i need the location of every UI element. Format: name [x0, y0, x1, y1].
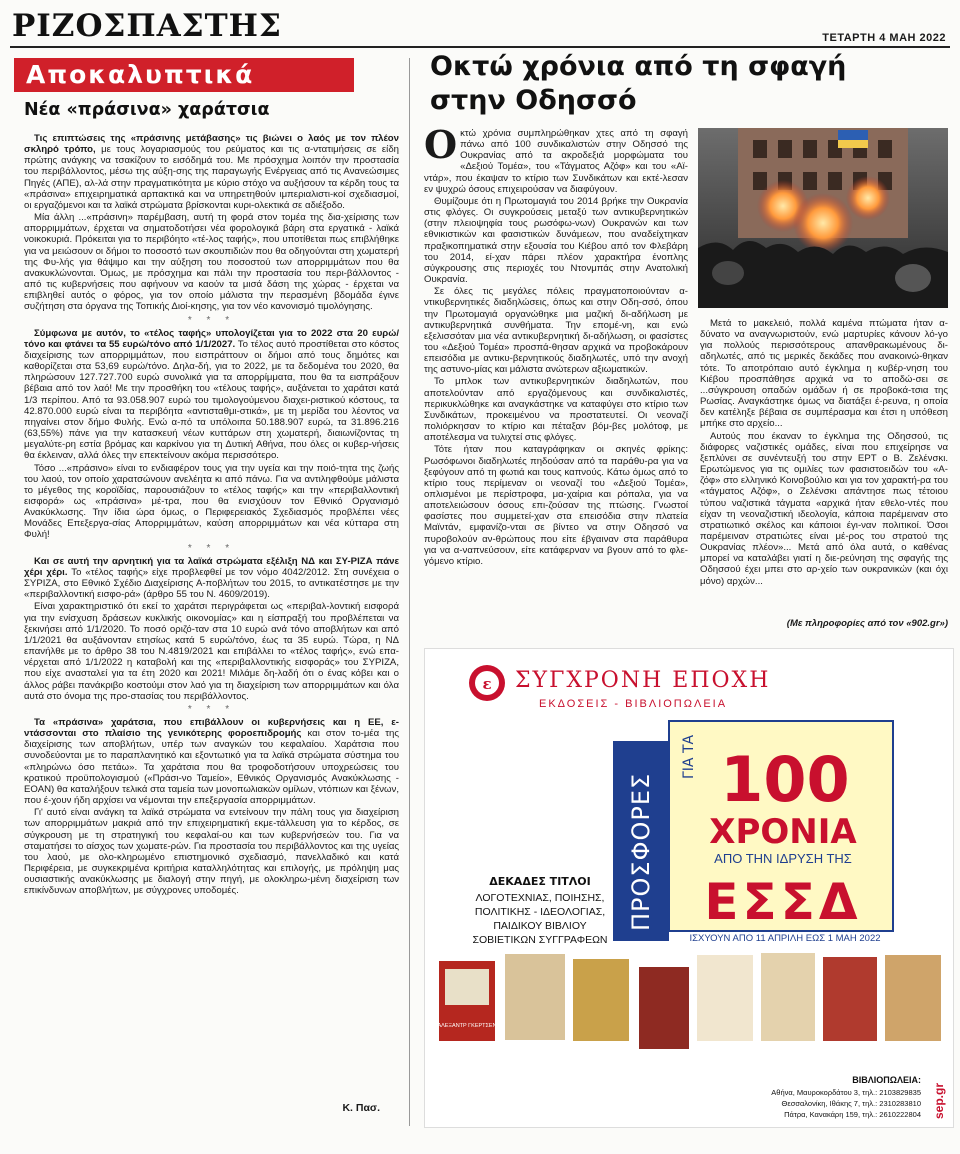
publisher-subtitle: ΕΚΔΟΣΕΙΣ - ΒΙΒΛΙΟΠΩΛΕΙΑ	[539, 698, 728, 710]
paragraph: Οκτώ χρόνια συμπληρώθηκαν χτες από τη σφαγή πάνω από 100 συνδικαλιστών στην Οδησσό της Ουκρανίας από τα ακροδεξιά μορφώματα του «Δεξιού Τομέα», του «Τάγματος Αζόφ» και του «Αϊ-ντάρ», που έκαψαν το κτίριο των Συνδικάτων και εκτέ-λεσαν εν ψυχρώ όσους επιχειρούσαν να διαφύγουν.	[424, 128, 688, 195]
masthead	[10, 6, 950, 48]
years-label: ΧΡΟΝΙΑ	[709, 812, 857, 852]
separator-stars: * * *	[187, 542, 236, 554]
paragraph: Τόσο ...«πράσινο» είναι το ενδιαφέρον τους για την υγεία και την ποιό-τητα της ζωής του λαού, τον οποίο χαρατσώνουν ανελέητα κι από πάνω. Για να αντιληφθούμε μάλιστα το μέγεθος της κοροϊδίας, παρουσιάζουν το «τέλος ταφής» και την «περιβαλλοντική εισφορά» ως «πράσινα» μέ-τρα, που θα ενισχύουν τον Εθνικό Οργανισμό Ανακύκλωσης. Την ίδια ώρα όμως, ο Περιφερειακός Σχεδιασμός προβλέπει νέες Μονάδες Επεξεργα-σίας Απορριμμάτων, καύση απορριμμάτων και νέα κύτταρα στη Φυλή!	[24, 462, 399, 541]
since-label: ΑΠΟ ΤΗΝ ΙΔΡΥΣΗ ΤΗΣ	[714, 851, 852, 866]
shop-address: Πάτρα, Κανακάρη 159, τηλ.: 2610222804	[784, 1110, 921, 1119]
titles-heading: ΔΕΚΑΔΕΣ ΤΙΤΛΟΙ	[489, 875, 591, 888]
issue-date: ΤΕΤΑΡΤΗ 4 ΜΑΗ 2022	[822, 32, 946, 44]
odessa-fire-photo	[698, 128, 948, 308]
author-signature: Κ. Πασ.	[342, 1102, 380, 1114]
left-article-body	[24, 133, 399, 1101]
paragraph: Τα «πράσινα» χαράτσια, που επιβάλλουν οι κυβερνήσεις και η ΕΕ, ε-ντάσσονται στο πλαίσιο της γενικότερης φοροεπιδρομής και στον το-μέα της διαχείρισης των αποβλήτων, υπέρ των αναγκών του κεφαλαίου. Χαράτσια που συνοδεύονται με το παραπλανητικό και εξοντωτικό για τα λαϊκά στρώματα σύστημα του «πληρώνω όσο πετάω». Τα χαράτσια που θα τροφοδοτήσουν υποχρεώσεις του κρατικού προϋπολογισμού («Πράσι-νο Ταμείο», Εθνικός Οργανισμός Ανακύκλωσης - ΕΟΑΝ) θα καταλήξουν τελικά στα ταμεία των μονοπωλιακών ομίλων, ντόπιων και ξένων, που έ-χουν ήδη αρχίσει να νέμονται την επεξεργασία απορριμμάτων.	[24, 716, 399, 807]
svg-text:ΑΛΕΞΑΝΤΡ ΓΚΕΡΤΣΕΝ: ΑΛΕΞΑΝΤΡ ΓΚΕΡΤΣΕΝ	[437, 1023, 497, 1029]
right-article-title: Οκτώ χρόνια από τη σφαγή στην Οδησσό	[430, 51, 847, 116]
book-cover	[573, 959, 629, 1041]
right-article-col2	[700, 318, 948, 618]
party-label: ΕΣΣΔ	[704, 873, 862, 931]
publisher-url: sep.gr	[932, 1082, 946, 1119]
dropcap: Ο	[424, 128, 458, 167]
svg-text:ε: ε	[482, 675, 492, 693]
publisher-name: ΣΥΓΧΡΟΝΗ ΕΠΟΧΗ	[515, 668, 771, 693]
newspaper-logo: ΡΙΖΟΣΠΑΣΤΗΣ	[12, 8, 282, 44]
book-cover	[437, 961, 496, 1041]
paragraph: Θυμίζουμε ότι η Πρωτομαγιά του 2014 βρήκε την Ουκρανία στις φλόγες. Οι συγκρούσεις μεταξύ των αντικυβερνητικών (στην πλειοψηφία τους ρωσόφω-νων) Ουκρανών και των εθνικιστικών και φασιστικών δυνάμεων, που αναδείχτηκαν πραξικοπηματικά στην εξουσία του Κιέβου από τον Φλεβάρη του 2014, εί-χαν πάρει πλέον χαρακτήρα ένοπλης σύγκρουσης στις περιοχές του Ντονμπάς στην Ανατολική Ουκρανία.	[424, 195, 688, 286]
paragraph: Το μπλοκ των αντικυβερνητικών διαδηλωτών, που αποτελούνταν από εργαζόμενους και συνδικαλιστές, περικυκλώθηκε και αναγκάστηκε να καταφύγει στο κτίριο των Συνδικάτων, προκειμένου να προστατευτεί. Οι νεοναζί πολιόρκησαν το κτίριο και πέταξαν βόμ-βες μολότοφ, με αποτέλεσμα να τυλιχτεί στις φλόγες.	[424, 376, 688, 444]
shops-heading: ΒΙΒΛΙΟΠΩΛΕΙΑ:	[852, 1075, 921, 1085]
source-credit: (Με πληροφορίες από τον «902.gr»)	[786, 618, 948, 629]
big-number: 100	[720, 743, 850, 816]
left-article-title: Νέα «πράσινα» χαράτσια	[24, 100, 270, 120]
shop-address: Αθήνα, Μαυροκορδάτου 3, τηλ.: 2103829835	[771, 1088, 921, 1097]
paragraph: Τις επιπτώσεις της «πράσινης μετάβασης» τις βιώνει ο λαός με τον πλέον σκληρό τρόπο, με τους λογαριασμούς του ρεύματος και τις α-ντατιμήσεις σε είδη πρώτης ανάγκης να τσακίζουν το εισόδημά του. Με πρόσχημα λοιπόν την προστασία του περιβάλλοντος, μέσω της αύξη-σης της παραγωγής Ενέργειας από τις Ανανεώσιμες Πηγές (ΑΠΕ), αλ-λά στην πραγματικότητα με κύριο στόχο να αυξήσουν τα κέρδη τους τα «πράσινα» επιχειρηματικά αρπακτικά και να υπηρετηθούν ιμπεριαλιστι-κοί σχεδιασμοί, οι εργαζόμενοι και τα λαϊκά στρώματα βρίσκονται κυρι-ολεκτικά σε αδιέξοδο.	[24, 133, 399, 211]
book-cover	[823, 957, 877, 1041]
titles-line: ΠΟΛΙΤΙΚΗΣ - ΙΔΕΟΛΟΓΙΑΣ,	[474, 906, 606, 918]
titles-line: ΛΟΓΟΤΕΧΝΙΑΣ, ΠΟΙΗΣΗΣ,	[475, 892, 605, 904]
validity-label: ΙΣΧΥΟΥΝ ΑΠΟ 11 ΑΠΡΙΛΗ ΕΩΣ 1 ΜΑΗ 2022	[689, 933, 881, 944]
photo-illustration	[698, 128, 948, 308]
advertisement	[424, 648, 954, 1128]
ad-artwork	[425, 649, 953, 1127]
paragraph: Και σε αυτή την αρνητική για τα λαϊκά στρώματα εξέλιξη ΝΔ και ΣΥ-ΡΙΖΑ πάνε χέρι χέρι. Το «τέλος ταφής» είχε προβλεφθεί με τον νόμο 4042/2012. Στη συνέχεια ο ΣΥΡΙΖΑ, στο Εθνικό Σχέδιο Διαχείρισης Α-ποβλήτων του 2015, το αντικατέστησε με την «περιβαλλοντική εισφο-ρά» (άρθρο 55 του Ν. 4609/2019).	[24, 555, 399, 601]
publisher-logo-icon	[469, 665, 505, 701]
book-cover	[505, 954, 565, 1040]
separator-stars: * * *	[187, 703, 236, 715]
shop-address: Θεσσαλονίκη, Ιθάκης 7, τηλ.: 2310283810	[781, 1099, 921, 1108]
titles-line: ΣΟΒΙΕΤΙΚΩΝ ΣΥΓΓΡΑΦΕΩΝ	[472, 934, 608, 946]
paragraph: Σύμφωνα με αυτόν, το «τέλος ταφής» υπολογίζεται για το 2022 στα 20 ευρώ/τόνο και φτάνει τα 55 ευρώ/τόνο από 1/1/2027. Το τέλος αυτό προστίθεται στο κόστος διαχείρισης των απορριμμάτων, που εισπράττουν οι δήμοι από τους δημότες και καθορίζεται στα 53,69 ευρώ/τόνο. Δηλα-δή, για το 2022, με τα δεδομένα του 2020, θα πληρώσουν 127.727.700 ευρώ συνολικά για τα απορρίμματα, που θα τα εισπράξουν βέβαια από τον λαό! Με την προσθήκη του «τέλους ταφής», αυξάνεται το χαράτσι κατά 1/3 περίπου. Από τα 93.058.907 ευρώ του τιμολογούμενου διαχει-ριστικού κόστους, τα 42.870.000 ευρώ είναι τα περιβόητα «αντισταθμι-στικά», με τη μερίδα του λέοντος να πηγαίνει στον δήμο Φυλής. Ενώ α-πό τα υπόλοιπα 50.188.907 ευρώ, τα 31.896.216 (63,55%) πάνε για την κατασκευή νέων κυττάρων στη χωματερή, διαιωνίζοντας τη μεγαλύτε-ρη εστία βρόμας και καρκίνου για τη Δυτική Αθήνα, που όλες οι κυβερ-νήσεις θα έκλειναν, αλλά όλες την επεκτείνουν ακόμα περισσότερο.	[24, 327, 399, 462]
paragraph: Είναι χαρακτηριστικό ότι εκεί το χαράτσι περιγράφεται ως «περιβαλ-λοντική εισφορά για την ενίσχυση δράσεων κυκλικής οικονομίας» και η είσπραξή του προβλέπεται να ξεκινήσει από 1/1/2020. Το ποσό οριζό-ταν στα 10 ευρώ ανά τόνο αποβλήτων και από 1/1/2021 θα αυξάνονταν ετησίως κατά 5 ευρώ/τόνο, έως τα 35 ευρώ. Τώρα, η ΝΔ επανήλθε με το άρθρο 38 του Ν.4819/2021 και επιβάλλει το «τέλος ταφής», ενώ επα-νέρχεται από 1/1/2022 η καταβολή και της «περιβαλλοντικής εισφοράς» του ΣΥΡΙΖΑ, που είχε ανασταλεί για τα έτη 2020 και 2021! Μιλάμε δη-λαδή ότι ο ένας κόβει και ο άλλος ράβει πανάκριβο κοστούμι στον λαό για τη διαχείριση των απορριμμάτων και όλα αυτά στο όνομα της προ-στασίας του περιβάλλοντος.	[24, 601, 399, 702]
paragraph: Μετά το μακελειό, πολλά καμένα πτώματα ήταν α-δύνατο να αναγνωριστούν, ενώ μαρτυρίες κάνουν λό-γο για πολλούς περισσότερους απανθρακωμένους δι-αδηλωτές, από τις μερικές δεκάδες που ανακοινώ-θηκαν τότε. Το αποτρόπαιο αυτό έγκλημα η κυβέρ-νηση του Κιέβου προσπάθησε αρχικά να το αποδώ-σει σε ...σύγκρουση οπαδών ομάδων ή σε προβοκά-τσια της Ρωσίας. Αναγκάστηκε όμως να διατάξει έ-ρευνα, η οποία δεν κατέληξε βέβαια σε συμπέρασμα και έτσι η υπόθεση μπήκε στο αρχείο...	[700, 318, 948, 430]
titles-line: ΠΑΙΔΙΚΟΥ ΒΙΒΛΙΟΥ	[493, 920, 587, 932]
column-divider	[409, 58, 410, 1126]
paragraph: Γι' αυτό είναι ανάγκη τα λαϊκά στρώματα να εντείνουν την πάλη τους για διαχείριση των απορριμμάτων μακριά από την επιχειρηματική εκμε-τάλλευση για το κέρδος, σε σύγκρουση με τη στρατηγική του κεφαλαί-ου και των κυβερνήσεών του. Για να σταματήσει το αίσχος των χωματε-ρών. Για προστασία του περιβάλλοντος και της υγείας του λαού, με ολο-κληρωμένο επιστημονικό σχεδιασμό, πανελλαδικό και κατά Περιφέρεια, με συγκεκριμένα κριτήρια καταλληλότητας και επιλογής, με πρόληψη μας ουσιαστικής ανακύκλωσης με διαλογή στην πηγή, με ολοκληρω-μένη διαχείριση των επικίνδυνων αποβλήτων, με σύγχρονες υποδομές.	[24, 807, 399, 897]
separator-stars: * * *	[187, 314, 236, 326]
book-cover	[885, 955, 941, 1041]
paragraph: Μία άλλη ...«πράσινη» παρέμβαση, αυτή τη φορά στον τομέα της δια-χείρισης των απορριμμάτων, έρχεται να σηματοδοτήσει νέα φορολογικά βάρη στα εργατικά - λαϊκά νοικοκυριά. Πρόκειται για το περιβόητο «τέ-λος ταφής», που υποτίθεται πως επιβλήθηκε για να μειώσουν οι δήμοι το ποσοστό των σκουπιδιών που θα οδηγούνται στη χωματερή της Φυ-λής για θάψιμο και την αύξηση του ποσοστού των απορριμμάτων που θα ανακυκλώνονται. Όμως, με πρόσχημα και πάλι την προστασία του περι-βάλλοντος - από τις κυβερνήσεις που αφήνουν να καούν τα μισά δάση της χώρας - έρχεται να επιβληθεί αυτός ο φόρος, για τον οποίο μάλιστα την περασμένη βδομάδα έγινε συζήτηση στα όργανα της Τοπικής Διοί-κησης, για τον νέο κανονισμό τιμολόγησης.	[24, 212, 399, 313]
book-cover	[761, 953, 815, 1041]
offers-label: ΠΡΟΣΦΟΡΕΣ	[627, 772, 655, 931]
paragraph: Σε όλες τις μεγάλες πόλεις πραγματοποιούνταν α-ντικυβερνητικές διαδηλώσεις, όπως και στην Οδη-σσό, όπου την Πρωτομαγιά οργανώθηκε μια μαζική δι-αδήλωση με αντικυβερνητικά συνθήματα. Την επομέ-νη, και ενώ εξελισσόταν μια νέα αντικυβερνητική δι-αδήλωση, οι φασίστες του «Δεξιού Τομέα» προσπά-θησαν αρχικά να προβοκάρουν επεισόδια με αντικυ-βερνητικούς διαδηλωτές, υπό την ανοχή της αστυνο-μίας και μάλιστα ανώτερων αξιωματικών.	[424, 286, 688, 376]
for-the-label: ΓΙΑ ΤΑ	[681, 734, 697, 779]
right-article-col1	[424, 128, 688, 636]
book-cover	[639, 967, 689, 1049]
paragraph: Τότε ήταν που καταγράφηκαν οι σκηνές φρίκης: Ρωσόφωνοι διαδηλωτές πηδούσαν από τα παράθυ-ρα για να ξεφύγουν από τη φωτιά και τους καπνούς. Κάτω όμως από το κτίριο τους περίμεναν οι νεοναζί του «Δεξιού Τομέα», οπλισμένοι με περίστροφα, μα-χαίρια και ρόπαλα, για να αποτελειώσουν όσους επι-ζούσαν της πτώσης. Γνωστοί φασίστες που συμμετεί-χαν στα επεισόδια στην πλατεία Μαϊντάν, εμφανίζο-νται σε βίντεο να στην Οδησσό να πυροβολούν αν-θρώπους που είτε έβγαιναν στα παράθυρα για να α-ναπνεύσουν, είτε κατάφερναν να βγουν από το φλε-γόμενο κτίριο.	[424, 444, 688, 567]
book-cover	[697, 955, 753, 1041]
paragraph: Αυτούς που έκαναν το έγκλημα της Οδησσού, τις διάφορες ναζιστικές ομάδες, είναι που επιχείρησε να ξεπλύνει σε συνέντευξή του στην ΕΡΤ ο Β. Ζελένσκι. Ερωτώμενος για τις ομιλίες των φασιστοειδών του «Α-ζόφ» στο ελληνικό Κοινοβούλιο και για τον χαρακτή-ρα του «τάγματος Αζόφ», ο Ζελένσκι απάντησε πως τέτοιου τύπου ναζιστικά τάγματα «αρχικά ήταν εθελο-ντές που είχαν τη νεοναζιστική ιδεολογία, κάποια παρέμειναν στο στρατιωτικό σκέλος και κάποιοι έγι-ναν πολιτικοί. Όσοι παρέμειναν στρατιώτες είναι μέ-ρος του στρατού της Ουκρανίας πλέον»... Μετά από όλα αυτά, ο καθένας μπορεί να καταλάβει γιατί η διε-ρεύνηση της σφαγής της Οδησσού έχει μπει στο αρ-χείο των ουκρανικών (και όχι μόνο) αρχών...	[700, 430, 948, 587]
section-label: Αποκαλυπτικά	[14, 58, 354, 92]
